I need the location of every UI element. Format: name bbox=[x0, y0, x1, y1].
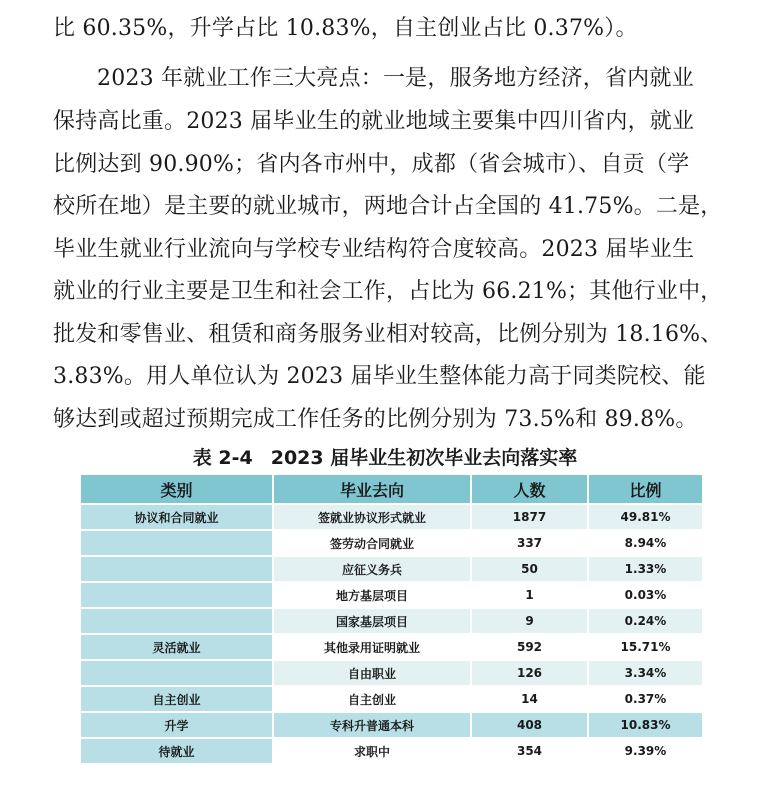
cell-count: 408 bbox=[471, 712, 588, 738]
paragraph-line: 3.83%。用人单位认为 2023 届毕业生整体能力高于同类院校、能 bbox=[53, 364, 706, 389]
table-row bbox=[80, 504, 703, 530]
paragraph-line: 批发和零售业、租赁和商务服务业相对较高，比例分别为 18.16%、 bbox=[53, 322, 723, 347]
cell-category: 自主创业 bbox=[80, 686, 273, 712]
cell-count: 1877 bbox=[471, 504, 588, 530]
cell-ratio: 49.81% bbox=[588, 504, 703, 530]
header-count: 人数 bbox=[471, 474, 588, 504]
table-row bbox=[80, 530, 703, 556]
paragraph-line: 就业的行业主要是卫生和社会工作，占比为 66.21%；其他行业中， bbox=[53, 279, 723, 304]
table-row bbox=[80, 686, 703, 712]
cell-destination: 国家基层项目 bbox=[273, 608, 471, 634]
header-category: 类别 bbox=[80, 474, 273, 504]
cell-destination: 应征义务兵 bbox=[273, 556, 471, 582]
table-row bbox=[80, 582, 703, 608]
cell-ratio: 0.03% bbox=[588, 582, 703, 608]
cell-category bbox=[80, 608, 273, 634]
cell-count: 126 bbox=[471, 660, 588, 686]
table-header-row bbox=[80, 474, 703, 504]
cell-ratio: 15.71% bbox=[588, 634, 703, 660]
cell-ratio: 0.24% bbox=[588, 608, 703, 634]
table-row bbox=[80, 660, 703, 686]
cell-destination: 签就业协议形式就业 bbox=[273, 504, 471, 530]
paragraph-line: 保持高比重。2023 届毕业生的就业地域主要集中四川省内，就业 bbox=[53, 109, 695, 134]
cell-destination: 自主创业 bbox=[273, 686, 471, 712]
cell-count: 337 bbox=[471, 530, 588, 556]
table-caption-title: 2023 届毕业生初次毕业去向落实率 bbox=[270, 447, 578, 469]
cell-category: 协议和合同就业 bbox=[80, 504, 273, 530]
table-row bbox=[80, 738, 703, 764]
cell-category: 升学 bbox=[80, 712, 273, 738]
table-caption-number: 表 2-4 bbox=[192, 447, 253, 469]
cell-category: 待就业 bbox=[80, 738, 273, 764]
cell-category: 灵活就业 bbox=[80, 634, 273, 660]
cell-ratio: 0.37% bbox=[588, 686, 703, 712]
cell-category bbox=[80, 556, 273, 582]
paragraph-line: 比例达到 90.90%；省内各市州中，成都（省会城市）、自贡（学 bbox=[53, 152, 690, 177]
cell-destination: 专科升普通本科 bbox=[273, 712, 471, 738]
cell-ratio: 1.33% bbox=[588, 556, 703, 582]
paragraph-line: 校所在地）是主要的就业城市，两地合计占全国的 41.75%。二是， bbox=[53, 194, 723, 219]
cell-count: 9 bbox=[471, 608, 588, 634]
cell-destination: 签劳动合同就业 bbox=[273, 530, 471, 556]
cell-category bbox=[80, 582, 273, 608]
table-row bbox=[80, 712, 703, 738]
cell-count: 14 bbox=[471, 686, 588, 712]
cell-destination: 地方基层项目 bbox=[273, 582, 471, 608]
header-ratio: 比例 bbox=[588, 474, 703, 504]
header-destination: 毕业去向 bbox=[273, 474, 471, 504]
table-row bbox=[80, 556, 703, 582]
cell-destination: 自由职业 bbox=[273, 660, 471, 686]
cell-destination: 其他录用证明就业 bbox=[273, 634, 471, 660]
paragraph-line: 毕业生就业行业流向与学校专业结构符合度较高。2023 届毕业生 bbox=[53, 237, 695, 262]
cell-ratio: 8.94% bbox=[588, 530, 703, 556]
cell-count: 354 bbox=[471, 738, 588, 764]
cell-category bbox=[80, 660, 273, 686]
employment-table bbox=[79, 473, 704, 765]
cell-count: 50 bbox=[471, 556, 588, 582]
cell-count: 1 bbox=[471, 582, 588, 608]
table-caption bbox=[0, 444, 770, 472]
cell-ratio: 9.39% bbox=[588, 738, 703, 764]
cell-category bbox=[80, 530, 273, 556]
cell-count: 592 bbox=[471, 634, 588, 660]
paragraph-line: 2023 年就业工作三大亮点：一是，服务地方经济，省内就业 bbox=[97, 66, 694, 91]
cell-ratio: 3.34% bbox=[588, 660, 703, 686]
cell-ratio: 10.83% bbox=[588, 712, 703, 738]
paragraph-line: 比 60.35%，升学占比 10.83%，自主创业占比 0.37%）。 bbox=[53, 16, 638, 41]
paragraph-line: 够达到或超过预期完成工作任务的比例分别为 73.5%和 89.8%。 bbox=[53, 407, 698, 432]
table-row bbox=[80, 608, 703, 634]
table-row bbox=[80, 634, 703, 660]
cell-destination: 求职中 bbox=[273, 738, 471, 764]
